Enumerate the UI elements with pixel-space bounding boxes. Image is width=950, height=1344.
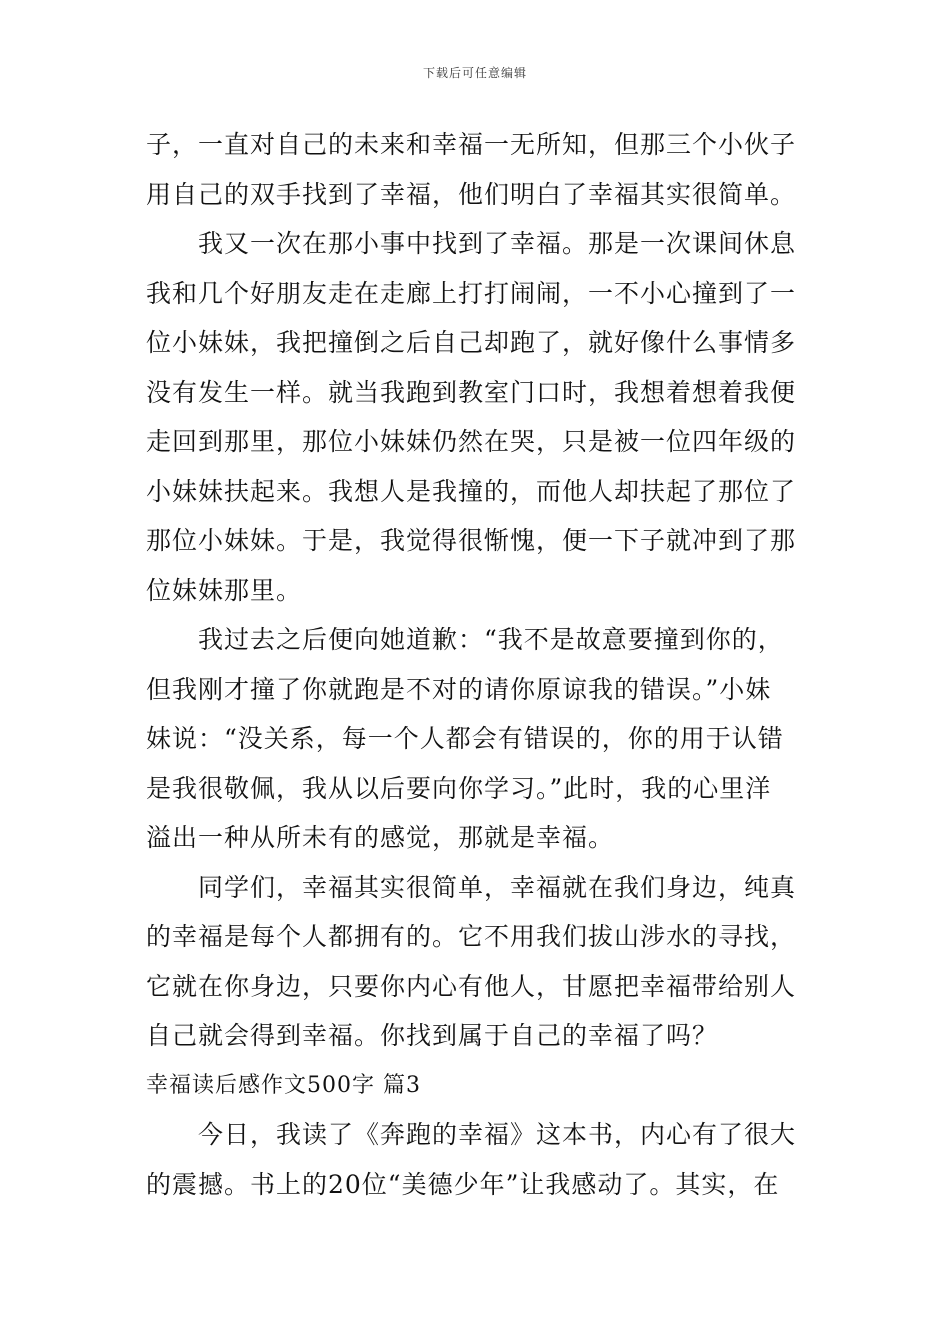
paragraph-start-line: 今日，我读了《奔跑的幸福》这本书，内心有了很大 [198,1120,797,1149]
text-line: 我和几个好朋友走在走廊上打打闹闹，一不小心撞到了一 [146,278,797,308]
text-line: 但我刚才撞了你就跑是不对的请你原谅我的错误。”小妹 [146,674,772,704]
text-line: 是我很敬佩，我从以后要向你学习。”此时，我的心里洋 [146,773,772,803]
text-line: 溢出一种从所未有的感觉，那就是幸福。 [146,823,615,852]
paragraph-start-line: 同学们，幸福其实很简单，幸福就在我们身边，纯真 [198,872,797,902]
text-line: 走回到那里，那位小妹妹仍然在哭，只是被一位四年级的 [146,427,797,456]
section-heading: 幸福读后感作文500字 篇3 [146,1072,421,1098]
text-line: 它就在你身边，只要你内心有他人，甘愿把幸福带给别人 [146,971,797,1001]
text-line: 小妹妹扶起来。我想人是我撞的，而他人却扶起了那位了 [146,476,797,506]
text-line: 那位小妹妹。于是，我觉得很惭愧，便一下子就冲到了那 [146,526,797,555]
text-line: 没有发生一样。就当我跑到教室门口时，我想着想着我便 [146,377,797,407]
text-line: 的震撼。书上的20位“美德少年”让我感动了。其实，在 [146,1169,780,1199]
article-body [146,120,808,1209]
text-line: 的幸福是每个人都拥有的。它不用我们拔山涉水的寻找， [146,922,797,951]
header-note: 下载后可任意编辑 [422,66,527,80]
text-line: 子，一直对自己的未来和幸福一无所知，但那三个小伙子 [146,130,797,159]
text-line: 用自己的双手找到了幸福，他们明白了幸福其实很简单。 [146,179,797,209]
text-line: 位妹妹那里。 [146,575,303,605]
text-line: 妹说：“没关系，每一个人都会有错误的，你的用于认错 [146,724,784,753]
paragraph-start-line: 我又一次在那小事中找到了幸福。那是一次课间休息 [198,229,797,258]
text-line: 自己就会得到幸福。你找到属于自己的幸福了吗？ [146,1021,719,1050]
text-line: 位小妹妹，我把撞倒之后自己却跑了，就好像什么事情多 [146,328,797,357]
paragraph-start-line: 我过去之后便向她道歉：“我不是故意要撞到你的， [198,625,784,654]
